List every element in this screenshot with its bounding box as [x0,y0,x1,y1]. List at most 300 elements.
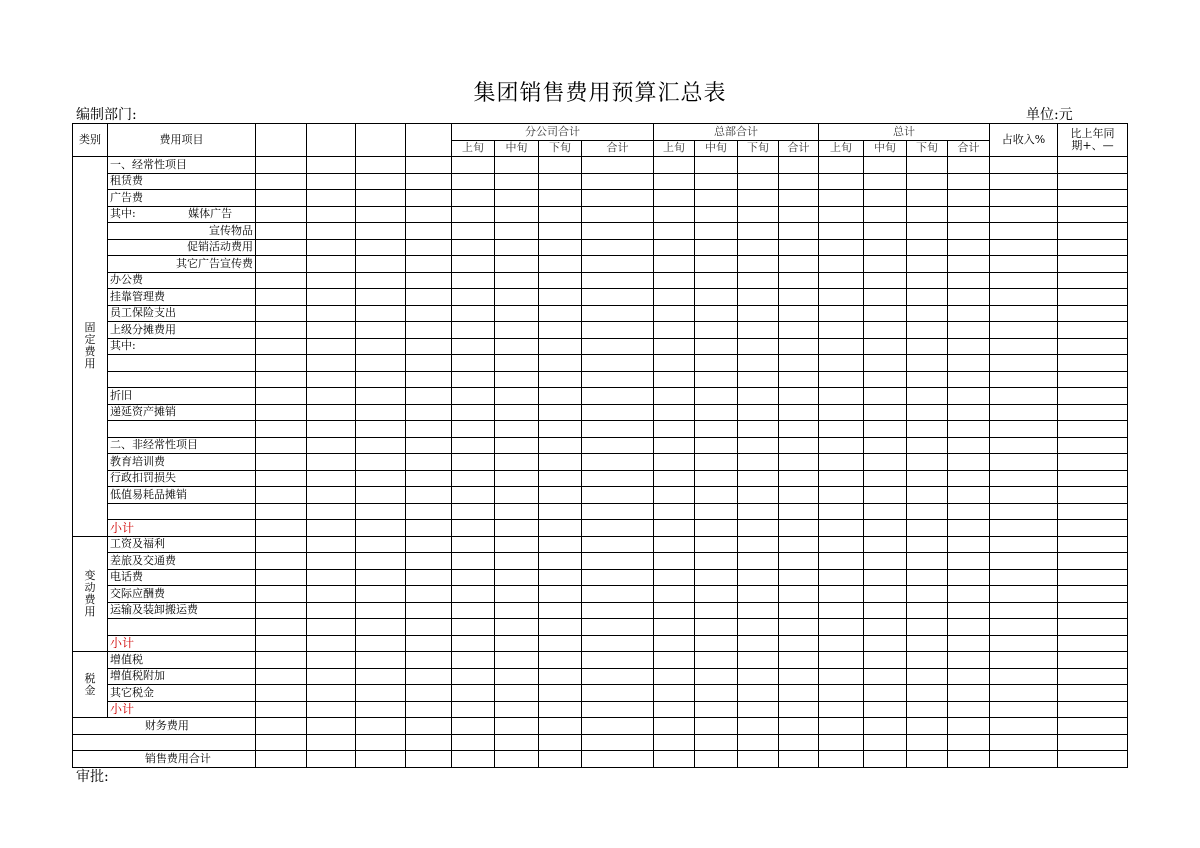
data-cell[interactable] [406,652,452,669]
data-cell[interactable] [356,272,406,289]
data-cell[interactable] [948,520,990,537]
data-cell[interactable] [495,256,539,273]
data-cell[interactable] [406,619,452,636]
data-cell[interactable] [582,371,654,388]
data-cell[interactable] [695,569,738,586]
data-cell[interactable] [582,272,654,289]
data-cell[interactable] [738,536,779,553]
data-cell[interactable] [452,602,495,619]
data-cell[interactable] [452,421,495,438]
data-cell[interactable] [307,503,356,520]
data-cell[interactable] [452,470,495,487]
data-cell[interactable] [779,355,819,372]
data-cell[interactable] [738,338,779,355]
data-cell[interactable] [990,470,1058,487]
data-cell[interactable] [582,421,654,438]
data-cell[interactable] [356,619,406,636]
data-cell[interactable] [948,223,990,240]
data-cell[interactable] [990,223,1058,240]
data-cell[interactable] [779,454,819,471]
data-cell[interactable] [990,487,1058,504]
data-cell[interactable] [990,437,1058,454]
data-cell[interactable] [779,289,819,306]
data-cell[interactable] [539,569,582,586]
data-cell[interactable] [738,223,779,240]
data-cell[interactable] [307,520,356,537]
data-cell[interactable] [990,355,1058,372]
data-cell[interactable] [819,355,864,372]
data-cell[interactable] [738,685,779,702]
data-cell[interactable] [356,652,406,669]
data-cell[interactable] [654,388,695,405]
data-cell[interactable] [307,536,356,553]
data-cell[interactable] [864,635,907,652]
data-cell[interactable] [779,470,819,487]
data-cell[interactable] [990,718,1058,735]
data-cell[interactable] [864,536,907,553]
data-cell[interactable] [406,701,452,718]
data-cell[interactable] [819,668,864,685]
data-cell[interactable] [539,503,582,520]
data-cell[interactable] [452,487,495,504]
data-cell[interactable] [907,553,948,570]
data-cell[interactable] [948,635,990,652]
data-cell[interactable] [307,470,356,487]
data-cell[interactable] [738,569,779,586]
data-cell[interactable] [948,668,990,685]
data-cell[interactable] [819,421,864,438]
data-cell[interactable] [307,421,356,438]
data-cell[interactable] [738,190,779,207]
data-cell[interactable] [1058,668,1128,685]
data-cell[interactable] [864,553,907,570]
data-cell[interactable] [990,734,1058,751]
data-cell[interactable] [307,635,356,652]
data-cell[interactable] [779,256,819,273]
data-cell[interactable] [356,404,406,421]
data-cell[interactable] [582,256,654,273]
data-cell[interactable] [582,734,654,751]
data-cell[interactable] [948,487,990,504]
data-cell[interactable] [307,157,356,174]
data-cell[interactable] [779,668,819,685]
data-cell[interactable] [948,404,990,421]
data-cell[interactable] [990,421,1058,438]
data-cell[interactable] [695,553,738,570]
data-cell[interactable] [738,701,779,718]
data-cell[interactable] [452,619,495,636]
data-cell[interactable] [452,734,495,751]
data-cell[interactable] [907,223,948,240]
data-cell[interactable] [1058,652,1128,669]
data-cell[interactable] [356,487,406,504]
data-cell[interactable] [907,388,948,405]
data-cell[interactable] [738,305,779,322]
data-cell[interactable] [582,388,654,405]
data-cell[interactable] [452,371,495,388]
data-cell[interactable] [452,536,495,553]
data-cell[interactable] [406,668,452,685]
data-cell[interactable] [864,355,907,372]
data-cell[interactable] [864,173,907,190]
data-cell[interactable] [819,322,864,339]
data-cell[interactable] [539,338,582,355]
data-cell[interactable] [654,536,695,553]
data-cell[interactable] [864,619,907,636]
data-cell[interactable] [695,338,738,355]
data-cell[interactable] [907,751,948,768]
data-cell[interactable] [495,734,539,751]
data-cell[interactable] [695,619,738,636]
data-cell[interactable] [307,355,356,372]
data-cell[interactable] [654,256,695,273]
data-cell[interactable] [654,206,695,223]
data-cell[interactable] [452,751,495,768]
data-cell[interactable] [779,437,819,454]
data-cell[interactable] [406,206,452,223]
data-cell[interactable] [539,553,582,570]
data-cell[interactable] [256,322,307,339]
data-cell[interactable] [582,503,654,520]
data-cell[interactable] [356,388,406,405]
data-cell[interactable] [864,569,907,586]
data-cell[interactable] [695,652,738,669]
data-cell[interactable] [406,371,452,388]
data-cell[interactable] [1058,536,1128,553]
data-cell[interactable] [990,520,1058,537]
data-cell[interactable] [907,454,948,471]
data-cell[interactable] [406,718,452,735]
data-cell[interactable] [406,520,452,537]
data-cell[interactable] [864,206,907,223]
data-cell[interactable] [495,602,539,619]
data-cell[interactable] [738,388,779,405]
data-cell[interactable] [406,157,452,174]
data-cell[interactable] [256,421,307,438]
data-cell[interactable] [307,173,356,190]
data-cell[interactable] [864,437,907,454]
data-cell[interactable] [819,289,864,306]
data-cell[interactable] [738,470,779,487]
data-cell[interactable] [307,454,356,471]
data-cell[interactable] [256,173,307,190]
data-cell[interactable] [356,503,406,520]
data-cell[interactable] [948,421,990,438]
data-cell[interactable] [495,503,539,520]
data-cell[interactable] [948,569,990,586]
data-cell[interactable] [948,190,990,207]
data-cell[interactable] [819,569,864,586]
data-cell[interactable] [582,470,654,487]
data-cell[interactable] [495,437,539,454]
data-cell[interactable] [495,454,539,471]
data-cell[interactable] [819,305,864,322]
data-cell[interactable] [452,256,495,273]
data-cell[interactable] [695,503,738,520]
data-cell[interactable] [452,718,495,735]
data-cell[interactable] [779,503,819,520]
data-cell[interactable] [738,553,779,570]
data-cell[interactable] [654,701,695,718]
data-cell[interactable] [539,355,582,372]
data-cell[interactable] [406,421,452,438]
data-cell[interactable] [452,635,495,652]
data-cell[interactable] [907,569,948,586]
data-cell[interactable] [907,619,948,636]
data-cell[interactable] [948,454,990,471]
data-cell[interactable] [495,520,539,537]
data-cell[interactable] [256,652,307,669]
data-cell[interactable] [356,256,406,273]
data-cell[interactable] [256,751,307,768]
data-cell[interactable] [864,734,907,751]
data-cell[interactable] [539,388,582,405]
data-cell[interactable] [307,190,356,207]
data-cell[interactable] [582,520,654,537]
data-cell[interactable] [539,322,582,339]
data-cell[interactable] [819,223,864,240]
data-cell[interactable] [539,272,582,289]
data-cell[interactable] [495,371,539,388]
data-cell[interactable] [779,206,819,223]
data-cell[interactable] [1058,751,1128,768]
data-cell[interactable] [654,602,695,619]
data-cell[interactable] [582,322,654,339]
data-cell[interactable] [356,734,406,751]
data-cell[interactable] [738,619,779,636]
data-cell[interactable] [819,685,864,702]
data-cell[interactable] [406,454,452,471]
data-cell[interactable] [990,751,1058,768]
data-cell[interactable] [695,602,738,619]
data-cell[interactable] [738,322,779,339]
data-cell[interactable] [864,322,907,339]
data-cell[interactable] [539,487,582,504]
data-cell[interactable] [654,157,695,174]
data-cell[interactable] [356,173,406,190]
data-cell[interactable] [539,718,582,735]
data-cell[interactable] [819,619,864,636]
data-cell[interactable] [539,289,582,306]
data-cell[interactable] [582,569,654,586]
data-cell[interactable] [495,668,539,685]
data-cell[interactable] [452,272,495,289]
data-cell[interactable] [356,206,406,223]
data-cell[interactable] [1058,388,1128,405]
data-cell[interactable] [695,289,738,306]
data-cell[interactable] [1058,602,1128,619]
data-cell[interactable] [864,454,907,471]
data-cell[interactable] [907,190,948,207]
data-cell[interactable] [452,437,495,454]
data-cell[interactable] [406,751,452,768]
data-cell[interactable] [1058,437,1128,454]
data-cell[interactable] [452,388,495,405]
data-cell[interactable] [864,668,907,685]
data-cell[interactable] [738,371,779,388]
data-cell[interactable] [406,635,452,652]
data-cell[interactable] [356,289,406,306]
data-cell[interactable] [582,619,654,636]
data-cell[interactable] [695,454,738,471]
data-cell[interactable] [307,619,356,636]
data-cell[interactable] [582,553,654,570]
data-cell[interactable] [406,470,452,487]
data-cell[interactable] [406,404,452,421]
data-cell[interactable] [406,256,452,273]
data-cell[interactable] [452,668,495,685]
data-cell[interactable] [779,520,819,537]
data-cell[interactable] [495,338,539,355]
data-cell[interactable] [990,503,1058,520]
data-cell[interactable] [738,256,779,273]
data-cell[interactable] [779,751,819,768]
data-cell[interactable] [406,190,452,207]
data-cell[interactable] [779,569,819,586]
data-cell[interactable] [356,553,406,570]
data-cell[interactable] [495,553,539,570]
data-cell[interactable] [990,190,1058,207]
data-cell[interactable] [1058,619,1128,636]
data-cell[interactable] [948,701,990,718]
data-cell[interactable] [779,635,819,652]
data-cell[interactable] [779,718,819,735]
data-cell[interactable] [864,652,907,669]
data-cell[interactable] [495,685,539,702]
data-cell[interactable] [948,173,990,190]
data-cell[interactable] [307,437,356,454]
data-cell[interactable] [256,404,307,421]
data-cell[interactable] [654,569,695,586]
data-cell[interactable] [990,569,1058,586]
data-cell[interactable] [990,586,1058,603]
data-cell[interactable] [948,734,990,751]
data-cell[interactable] [406,437,452,454]
data-cell[interactable] [356,602,406,619]
data-cell[interactable] [654,503,695,520]
data-cell[interactable] [1058,520,1128,537]
data-cell[interactable] [452,239,495,256]
data-cell[interactable] [819,553,864,570]
data-cell[interactable] [256,157,307,174]
data-cell[interactable] [539,619,582,636]
data-cell[interactable] [256,487,307,504]
data-cell[interactable] [406,487,452,504]
data-cell[interactable] [452,586,495,603]
data-cell[interactable] [738,668,779,685]
data-cell[interactable] [1058,338,1128,355]
data-cell[interactable] [907,404,948,421]
data-cell[interactable] [452,223,495,240]
data-cell[interactable] [539,734,582,751]
data-cell[interactable] [356,223,406,240]
data-cell[interactable] [495,536,539,553]
data-cell[interactable] [654,734,695,751]
data-cell[interactable] [307,223,356,240]
data-cell[interactable] [356,421,406,438]
data-cell[interactable] [256,437,307,454]
data-cell[interactable] [539,173,582,190]
data-cell[interactable] [539,223,582,240]
data-cell[interactable] [779,322,819,339]
data-cell[interactable] [654,223,695,240]
data-cell[interactable] [654,421,695,438]
data-cell[interactable] [495,619,539,636]
data-cell[interactable] [1058,157,1128,174]
data-cell[interactable] [654,718,695,735]
data-cell[interactable] [948,586,990,603]
data-cell[interactable] [495,173,539,190]
data-cell[interactable] [307,289,356,306]
data-cell[interactable] [539,437,582,454]
data-cell[interactable] [654,173,695,190]
data-cell[interactable] [582,751,654,768]
data-cell[interactable] [539,157,582,174]
data-cell[interactable] [495,239,539,256]
data-cell[interactable] [907,701,948,718]
data-cell[interactable] [256,503,307,520]
data-cell[interactable] [582,652,654,669]
data-cell[interactable] [779,404,819,421]
data-cell[interactable] [654,619,695,636]
data-cell[interactable] [256,553,307,570]
data-cell[interactable] [406,338,452,355]
data-cell[interactable] [1058,289,1128,306]
data-cell[interactable] [1058,206,1128,223]
data-cell[interactable] [990,685,1058,702]
data-cell[interactable] [495,223,539,240]
data-cell[interactable] [406,602,452,619]
data-cell[interactable] [307,305,356,322]
data-cell[interactable] [948,718,990,735]
data-cell[interactable] [695,685,738,702]
data-cell[interactable] [907,173,948,190]
data-cell[interactable] [307,206,356,223]
data-cell[interactable] [356,371,406,388]
data-cell[interactable] [779,701,819,718]
data-cell[interactable] [738,355,779,372]
data-cell[interactable] [990,289,1058,306]
data-cell[interactable] [307,701,356,718]
data-cell[interactable] [864,272,907,289]
data-cell[interactable] [452,157,495,174]
data-cell[interactable] [356,701,406,718]
data-cell[interactable] [495,751,539,768]
data-cell[interactable] [495,718,539,735]
data-cell[interactable] [256,734,307,751]
data-cell[interactable] [307,388,356,405]
data-cell[interactable] [495,190,539,207]
data-cell[interactable] [539,454,582,471]
data-cell[interactable] [990,602,1058,619]
data-cell[interactable] [1058,635,1128,652]
data-cell[interactable] [948,305,990,322]
data-cell[interactable] [307,272,356,289]
data-cell[interactable] [738,272,779,289]
data-cell[interactable] [582,487,654,504]
data-cell[interactable] [654,289,695,306]
data-cell[interactable] [539,701,582,718]
data-cell[interactable] [695,173,738,190]
data-cell[interactable] [256,355,307,372]
data-cell[interactable] [495,635,539,652]
data-cell[interactable] [582,685,654,702]
data-cell[interactable] [907,668,948,685]
data-cell[interactable] [738,718,779,735]
data-cell[interactable] [307,718,356,735]
data-cell[interactable] [779,190,819,207]
data-cell[interactable] [948,272,990,289]
